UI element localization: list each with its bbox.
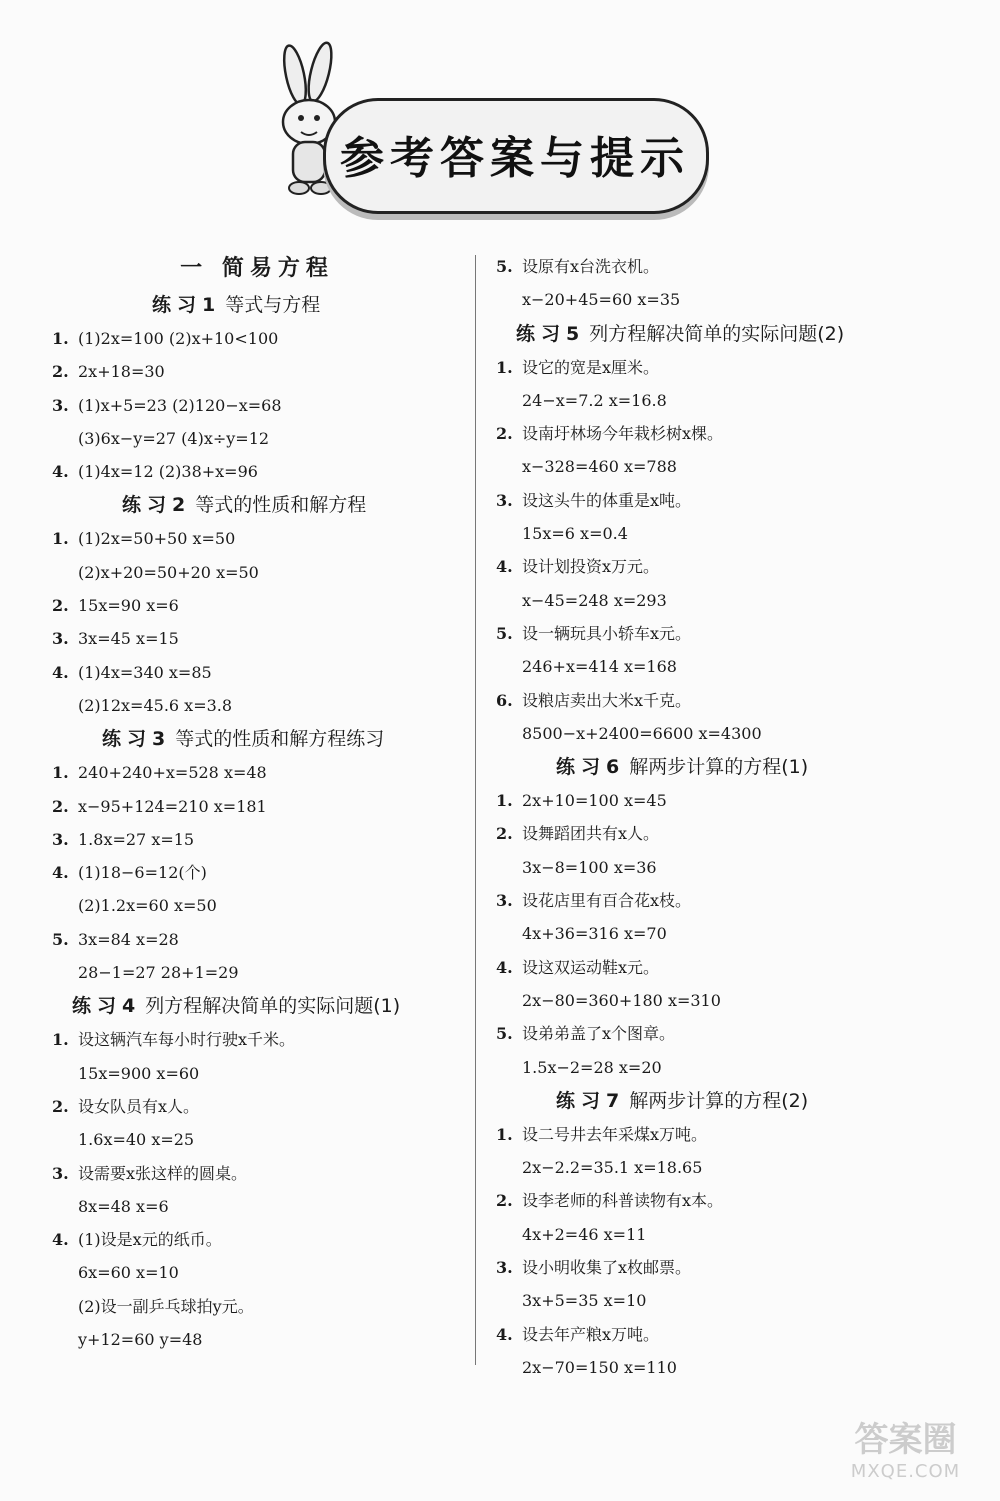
answer-text: (1)x+5=23 (2)120−x=68: [78, 395, 282, 415]
question-number: 1.: [52, 529, 69, 549]
section-title-text: 列方程解决简单的实际问题(1): [145, 995, 401, 1018]
answer-text: 2x−70=150 x=110: [522, 1357, 677, 1377]
answer-line: [496, 250, 896, 283]
answer-line: [52, 1190, 462, 1223]
answer-line: [496, 417, 896, 450]
answer-line: [496, 1284, 896, 1317]
question-number: 2.: [52, 796, 69, 816]
question-number: 3.: [496, 891, 513, 911]
section-label: 练习1: [152, 294, 222, 316]
question-number: 2.: [52, 362, 69, 382]
question-number: 5.: [52, 929, 69, 949]
answer-line: [52, 1090, 462, 1123]
answer-line: [496, 684, 896, 717]
answer-line: [496, 1051, 896, 1084]
answer-text: 设舞蹈团共有x人。: [522, 824, 660, 844]
answer-text: 设花店里有百合花x枝。: [522, 891, 692, 911]
title-banner: [265, 40, 705, 210]
question-number: 1.: [496, 1124, 513, 1144]
answer-text: 24−x=7.2 x=16.8: [522, 390, 667, 410]
answer-text: 3x−8=100 x=36: [522, 857, 657, 877]
answer-text: 设弟弟盖了x个图章。: [522, 1024, 676, 1044]
column-divider: [475, 255, 476, 1365]
answer-line: [496, 283, 896, 316]
answer-text: (3)6x−y=27 (4)x÷y=12: [78, 428, 270, 448]
answer-line: [52, 322, 462, 355]
answer-text: x−45=248 x=293: [522, 590, 667, 610]
answer-text: (1)4x=12 (2)38+x=96: [78, 462, 258, 482]
answer-line: [496, 617, 896, 650]
question-number: 1.: [52, 329, 69, 348]
question-number: 4.: [52, 1230, 69, 1250]
answer-line: [52, 522, 462, 555]
answer-text: (2)1.2x=60 x=50: [78, 896, 217, 916]
question-number: 1.: [496, 357, 513, 377]
answer-line: [496, 517, 896, 550]
answer-text: 15x=900 x=60: [78, 1063, 200, 1083]
answer-line: [496, 650, 896, 683]
answer-line: [496, 1184, 896, 1217]
question-number: 1.: [52, 1030, 69, 1050]
answer-text: 240+240+x=528 x=48: [78, 763, 267, 783]
question-number: 6.: [496, 690, 513, 710]
answer-line: [52, 956, 462, 989]
question-number: 4.: [52, 662, 69, 682]
answer-line: [52, 455, 462, 488]
answer-text: (1)设是x元的纸币。: [78, 1230, 222, 1250]
section-title-text: 列方程解决简单的实际问题(2): [589, 322, 845, 345]
section-label: 练习2: [122, 494, 192, 517]
answer-line: [52, 1123, 462, 1156]
answer-text: 设需要x张这样的圆桌。: [78, 1163, 248, 1183]
answer-text: 2x+10=100 x=45: [522, 791, 667, 811]
answer-line: [52, 556, 462, 589]
answer-text: (1)2x=100 (2)x+10<100: [78, 329, 279, 348]
answer-text: 设它的宽是x厘米。: [522, 357, 660, 377]
answer-text: 设二号井去年采煤x万吨。: [522, 1124, 708, 1144]
answer-text: 设这辆汽车每小时行驶x千米。: [78, 1030, 296, 1050]
answer-line: [496, 1218, 896, 1251]
section-title-text: 等式与方程: [225, 294, 321, 316]
answer-line: [496, 784, 896, 817]
answer-line: [496, 984, 896, 1017]
section-heading: [52, 722, 462, 756]
section-heading: [496, 750, 896, 784]
question-number: 5.: [496, 257, 513, 276]
answer-text: x−95+124=210 x=181: [78, 796, 267, 816]
answer-text: y+12=60 y=48: [78, 1330, 203, 1350]
section-label: 练习4: [72, 995, 142, 1018]
answer-line: [52, 923, 462, 956]
question-number: 1.: [52, 763, 69, 783]
answer-line: [52, 355, 462, 388]
answer-line: [496, 1151, 896, 1184]
answer-text: 设女队员有x人。: [78, 1096, 200, 1116]
answer-line: [52, 589, 462, 622]
answer-line: [496, 717, 896, 750]
question-number: 4.: [496, 557, 513, 577]
page-title: 参考答案与提示: [340, 133, 690, 184]
answer-text: 15x=90 x=6: [78, 596, 179, 616]
answer-text: (2)12x=45.6 x=3.8: [78, 695, 233, 715]
answer-text: 2x−2.2=35.1 x=18.65: [522, 1158, 703, 1178]
section-heading: [52, 989, 462, 1023]
answer-line: [496, 550, 896, 583]
answer-line: [52, 889, 462, 922]
question-number: 3.: [52, 395, 69, 415]
answer-text: 设这头牛的体重是x吨。: [522, 490, 692, 510]
left-column-body: [52, 288, 462, 1356]
question-number: 1.: [496, 791, 513, 811]
question-number: 2.: [496, 1191, 513, 1211]
answer-line: [496, 851, 896, 884]
answer-text: 3x=84 x=28: [78, 929, 179, 949]
answer-line: [496, 1017, 896, 1050]
answer-line: [52, 1223, 462, 1256]
answer-text: 设一辆玩具小轿车x元。: [522, 623, 692, 643]
question-number: 3.: [52, 629, 69, 649]
question-number: 3.: [496, 490, 513, 510]
answer-line: [52, 1290, 462, 1323]
right-column-body: [496, 250, 896, 1384]
answer-line: [496, 484, 896, 517]
answer-line: [496, 584, 896, 617]
section-label: 练习5: [516, 322, 586, 345]
answer-text: 设原有x台洗衣机。: [522, 257, 660, 276]
question-number: 4.: [496, 1324, 513, 1344]
answer-line: [496, 351, 896, 384]
answer-line: [496, 1118, 896, 1151]
answer-line: [52, 790, 462, 823]
answer-text: 2x−80=360+180 x=310: [522, 990, 721, 1010]
answer-line: [52, 856, 462, 889]
answer-line: [52, 622, 462, 655]
answer-line: [52, 756, 462, 789]
answer-line: [496, 917, 896, 950]
answer-line: [496, 1318, 896, 1351]
section-label: 练习3: [102, 728, 172, 751]
question-number: 5.: [496, 1024, 513, 1044]
answer-line: [52, 1323, 462, 1356]
answer-text: (1)2x=50+50 x=50: [78, 529, 236, 549]
watermark-logo: 答案圈: [854, 1420, 957, 1460]
answer-text: 4x+2=46 x=11: [522, 1224, 647, 1244]
answer-text: 设计划投资x万元。: [522, 557, 660, 577]
answer-line: [52, 1057, 462, 1090]
answer-line: [496, 951, 896, 984]
section-title-text: 等式的性质和解方程练习: [175, 728, 385, 751]
answer-line: [496, 884, 896, 917]
answer-line: [52, 1023, 462, 1056]
section-title-text: 等式的性质和解方程: [195, 494, 367, 517]
answer-text: x−20+45=60 x=35: [522, 290, 681, 310]
answer-text: 1.6x=40 x=25: [78, 1130, 195, 1150]
answer-line: [496, 1251, 896, 1284]
question-number: 5.: [496, 623, 513, 643]
answer-text: 3x=45 x=15: [78, 629, 179, 649]
answer-text: 设李老师的科普读物有x本。: [522, 1191, 724, 1211]
answer-text: 8500−x+2400=6600 x=4300: [522, 723, 762, 743]
answer-line: [52, 656, 462, 689]
section-heading: [52, 488, 462, 522]
section-title-text: 解两步计算的方程(1): [629, 756, 809, 779]
answer-text: x−328=460 x=788: [522, 457, 677, 477]
left-column: [52, 250, 462, 1356]
answer-line: [496, 817, 896, 850]
section-label: 练习7: [556, 1089, 626, 1112]
answer-text: 设这双运动鞋x元。: [522, 957, 660, 977]
right-column: [496, 250, 896, 1384]
section-heading: [52, 288, 462, 322]
question-number: 4.: [52, 462, 69, 482]
section-title-text: 解两步计算的方程(2): [629, 1089, 809, 1112]
answer-line: [496, 450, 896, 483]
question-number: 3.: [52, 829, 69, 849]
answer-text: 246+x=414 x=168: [522, 657, 677, 677]
question-number: 2.: [52, 596, 69, 616]
answer-line: [52, 689, 462, 722]
question-number: 2.: [496, 824, 513, 844]
answer-text: (1)4x=340 x=85: [78, 662, 212, 682]
answer-text: 设小明收集了x枚邮票。: [522, 1258, 692, 1278]
section-heading: [496, 317, 896, 351]
answer-line: [496, 1351, 896, 1384]
section-heading: [496, 1084, 896, 1118]
question-number: 3.: [496, 1258, 513, 1278]
watermark-url: MXQE.COM: [850, 1461, 961, 1482]
answer-text: 设去年产粮x万吨。: [522, 1324, 660, 1344]
chapter-title: 一 简易方程: [180, 256, 334, 281]
answer-line: [52, 389, 462, 422]
answer-text: 3x+5=35 x=10: [522, 1291, 647, 1311]
answer-text: 设南圩林场今年栽杉树x棵。: [522, 424, 724, 444]
answer-text: 1.8x=27 x=15: [78, 829, 195, 849]
answer-text: 2x+18=30: [78, 362, 165, 382]
answer-text: 6x=60 x=10: [78, 1263, 179, 1283]
answer-text: 设粮店卖出大米x千克。: [522, 690, 692, 710]
answer-text: 15x=6 x=0.4: [522, 524, 628, 544]
question-number: 3.: [52, 1163, 69, 1183]
watermark: [818, 1420, 993, 1490]
question-number: 2.: [496, 424, 513, 444]
answer-line: [496, 384, 896, 417]
answer-line: [52, 823, 462, 856]
answer-line: [52, 422, 462, 455]
answer-text: (2)x+20=50+20 x=50: [78, 562, 259, 582]
answer-text: 8x=48 x=6: [78, 1196, 169, 1216]
answer-text: 28−1=27 28+1=29: [78, 963, 239, 983]
question-number: 4.: [496, 957, 513, 977]
answer-text: (1)18−6=12(个): [78, 863, 207, 883]
answer-text: 1.5x−2=28 x=20: [522, 1057, 662, 1077]
answer-line: [52, 1256, 462, 1289]
section-label: 练习6: [556, 756, 626, 779]
question-number: 2.: [52, 1096, 69, 1116]
answer-text: 4x+36=316 x=70: [522, 924, 667, 944]
answer-text: (2)设一副乒乓球拍y元。: [78, 1296, 254, 1316]
question-number: 4.: [52, 863, 69, 883]
answer-line: [52, 1157, 462, 1190]
